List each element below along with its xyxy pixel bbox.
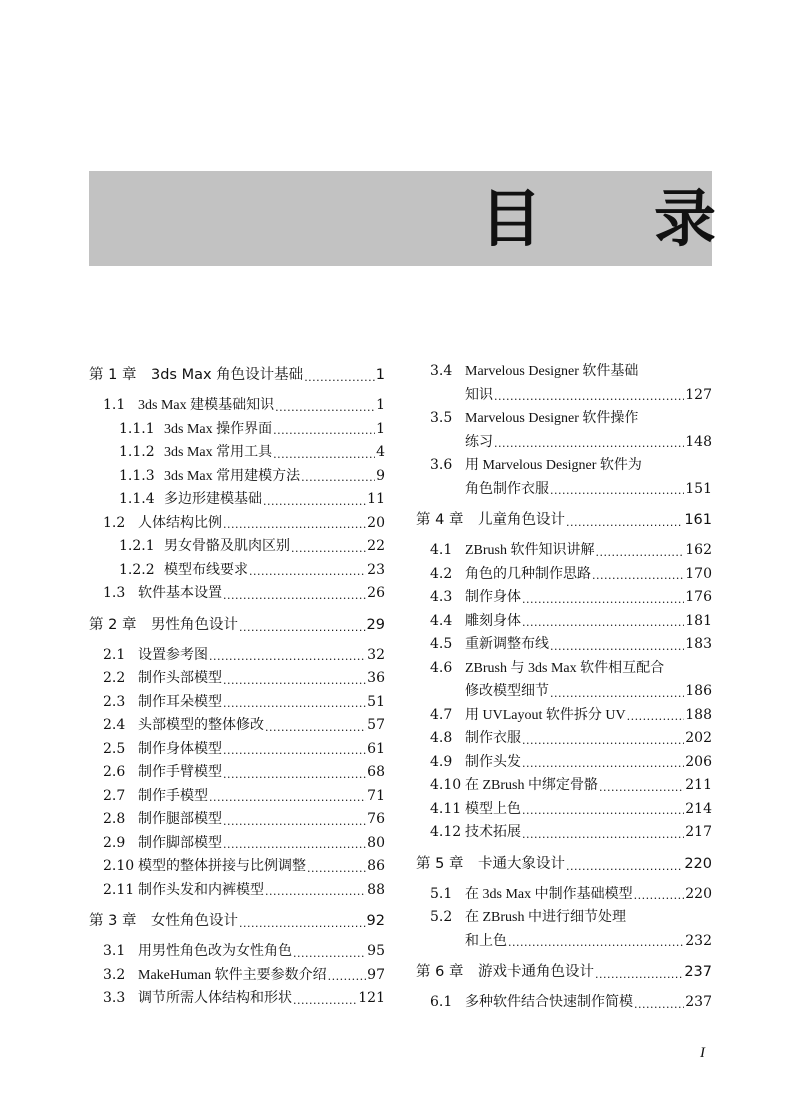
toc-section-entry[interactable] [89,667,385,691]
toc-dot-leader [223,515,366,535]
toc-dot-leader [592,566,684,586]
toc-entry-page-number: 97 [367,966,385,983]
toc-dot-leader [293,991,357,1011]
toc-entry-page-number: 68 [367,764,385,780]
toc-entry-number: 1.1.1 [119,420,155,437]
toc-entry-title: 制作头发和内裤模型 [138,882,264,898]
toc-section-entry[interactable] [416,774,712,798]
toc-section-entry[interactable] [416,991,712,1015]
toc-entry-page-number: 4 [376,444,385,460]
toc-dot-leader [223,694,366,714]
toc-section-entry[interactable] [416,610,712,634]
toc-entry-number: 3.1 [103,943,126,959]
toc-entry-title: 重新调整布线 [465,637,549,652]
toc-entry-page-number: 76 [367,811,385,827]
toc-chapter-entry[interactable] [89,363,385,388]
toc-entry-number: 第 6 章 [416,964,464,980]
toc-dot-leader [223,812,366,832]
toc-entry-number: 2.8 [103,811,126,827]
toc-dot-leader [223,586,366,606]
contents-title-char-1: 目 [480,182,543,255]
toc-dot-leader [566,857,683,877]
toc-entry-number: 2.3 [103,693,126,710]
toc-entry-number: 第 4 章 [416,512,464,528]
toc-entry-page-number: 121 [358,990,385,1006]
toc-entry-title: 制作手臂模型 [138,765,222,780]
toc-dot-leader [239,914,366,934]
toc-entry-number: 1.1 [103,397,126,413]
toc-section-entry[interactable] [89,691,385,715]
toc-entry-number: 4.4 [430,612,453,629]
toc-section-entry[interactable] [416,821,712,845]
toc-entry-title: 修改模型细节 [465,684,549,699]
toc-section-entry[interactable] [416,563,712,587]
toc-entry-title: 技术拓展 [465,825,521,840]
toc-section-entry[interactable] [416,407,712,431]
toc-entry-page-number: 86 [367,858,385,874]
toc-entry-page-number: 237 [684,964,712,980]
toc-entry-number: 2.5 [103,740,126,757]
toc-entry-page-number: 202 [685,730,712,746]
toc-dot-leader [223,671,366,691]
toc-dot-leader [522,613,684,633]
toc-entry-page-number: 237 [685,994,712,1010]
toc-subsection-entry[interactable] [89,535,385,559]
toc-section-entry[interactable] [416,727,712,751]
toc-entry-title: 制作手模型 [138,788,208,804]
toc-chapter-entry[interactable] [416,508,712,533]
toc-dot-leader [494,434,684,454]
toc-column-left [89,360,385,1011]
toc-entry-continuation[interactable] [416,478,712,502]
toc-section-entry[interactable] [89,582,385,606]
toc-entry-title: Marvelous Designer 软件基础 [465,364,639,379]
toc-dot-leader [550,684,684,704]
toc-dot-leader [209,647,366,667]
toc-entry-page-number: 11 [367,491,385,507]
toc-entry-page-number: 127 [685,386,712,403]
toc-entry-page-number: 61 [367,740,385,757]
toc-entry-title: 练习 [465,434,493,450]
toc-dot-leader [328,967,367,987]
toc-dot-leader [522,590,684,610]
toc-dot-leader [265,882,366,902]
toc-entry-number: 4.8 [430,730,453,746]
toc-subsection-entry[interactable] [89,441,385,465]
toc-entry-number: 4.6 [430,659,453,676]
toc-section-entry[interactable] [416,798,712,822]
toc-section-entry[interactable] [89,832,385,856]
toc-entry-page-number: 51 [367,693,385,710]
toc-dot-leader [522,754,684,774]
toc-dot-leader [249,562,366,582]
toc-entry-number: 3.6 [430,457,453,473]
toc-entry-title: 用 Marvelous Designer 软件为 [465,458,642,473]
toc-entry-title: 制作身体模型 [138,741,222,757]
toc-subsection-entry[interactable] [89,418,385,442]
toc-entry-page-number: 71 [367,787,385,804]
toc-dot-leader [522,731,684,751]
toc-dot-leader [627,707,685,727]
toc-entry-title: 模型布线要求 [164,562,248,578]
toc-entry-title: 雕刻身体 [465,613,521,629]
toc-entry-number: 2.6 [103,764,126,780]
toc-entry-number: 1.1.4 [119,491,155,507]
toc-entry-page-number: 188 [685,706,712,723]
toc-entry-title: 多种软件结合快速制作简模 [465,995,633,1010]
toc-entry-page-number: 183 [685,636,712,652]
toc-entry-page-number: 95 [367,943,385,959]
toc-subsection-entry[interactable] [89,488,385,512]
toc-section-entry[interactable] [416,586,712,610]
toc-entry-title: 男女骨骼及肌肉区别 [164,539,290,554]
toc-entry-page-number: 36 [367,670,385,686]
toc-section-entry[interactable] [416,657,712,681]
toc-entry-page-number: 220 [685,885,712,902]
toc-entry-title: 模型的整体拼接与比例调整 [138,859,306,874]
toc-entry-number: 第 3 章 [89,913,137,929]
toc-entry-title: 女性角色设计 [151,913,238,929]
toc-entry-title: ZBrush 与 3ds Max 软件相互配合 [465,660,665,676]
toc-section-entry[interactable] [89,987,385,1011]
toc-entry-page-number: 1 [376,397,385,413]
toc-entry-title: 制作头发 [465,754,521,770]
toc-chapter-entry[interactable] [89,613,385,638]
toc-section-entry[interactable] [89,738,385,762]
toc-entry-number: 2.9 [103,834,126,851]
toc-entry-number: 1.2 [103,514,126,531]
toc-entry-page-number: 162 [685,542,712,558]
toc-section-entry[interactable] [89,964,385,988]
toc-entry-number: 4.7 [430,706,453,723]
toc-dot-leader [599,778,684,798]
toc-dot-leader [307,859,366,879]
toc-entry-page-number: 176 [685,589,712,605]
toc-entry-page-number: 29 [366,616,385,633]
toc-entry-number: 4.10 [430,777,462,793]
toc-entry-title: 人体结构比例 [138,515,222,531]
toc-entry-number: 4.5 [430,636,453,652]
toc-entry-number: 1.3 [103,585,126,601]
toc-entry-page-number: 170 [685,565,712,582]
toc-entry-title: 多边形建模基础 [164,492,262,507]
toc-entry-number: 4.11 [430,800,462,817]
toc-dot-leader [550,481,684,501]
toc-section-entry[interactable] [416,906,712,930]
toc-entry-title: MakeHuman 软件主要参数介绍 [138,967,327,983]
toc-entry-page-number: 211 [685,777,712,793]
toc-dot-leader [273,421,375,441]
toc-entry-title: 调节所需人体结构和形状 [138,991,292,1006]
toc-entry-title: 用男性角色改为女性角色 [138,944,292,959]
toc-section-entry[interactable] [89,785,385,809]
toc-entry-number: 4.12 [430,824,462,840]
toc-entry-title: ZBrush 软件知识讲解 [465,543,595,558]
toc-column-right [416,360,712,1015]
toc-dot-leader [275,398,375,418]
toc-entry-title: 知识 [465,387,493,403]
toc-entry-title: 角色制作衣服 [465,481,549,497]
toc-entry-number: 1.1.2 [119,444,155,460]
toc-entry-page-number: 151 [685,480,712,497]
toc-section-entry[interactable] [416,704,712,728]
toc-entry-number: 2.10 [103,858,135,874]
toc-entry-number: 2.7 [103,787,126,804]
toc-entry-page-number: 217 [685,824,712,840]
toc-dot-leader [223,765,366,785]
toc-entry-continuation[interactable] [416,431,712,455]
toc-entry-page-number: 92 [366,913,385,929]
toc-entry-title: 设置参考图 [138,647,208,663]
toc-section-entry[interactable] [89,512,385,536]
toc-entry-title: 角色的几种制作思路 [465,566,591,582]
toc-entry-number: 1.2.2 [119,561,155,578]
toc-entry-number: 6.1 [430,994,453,1010]
toc-entry-page-number: 220 [684,855,712,872]
toc-dot-leader [209,788,366,808]
toc-dot-leader [304,368,375,388]
toc-entry-page-number: 57 [367,717,385,733]
toc-entry-number: 4.2 [430,565,453,582]
toc-entry-title: 制作腿部模型 [138,812,222,827]
page-folio: I [700,1045,705,1061]
toc-subsection-entry[interactable] [89,559,385,583]
toc-entry-title: 游戏卡通角色设计 [478,964,594,980]
toc-entry-title: 在 ZBrush 中绑定骨骼 [465,778,598,793]
toc-entry-title: 用 UVLayout 软件拆分 UV [465,707,626,723]
toc-dot-leader [566,513,683,533]
contents-banner [89,171,717,266]
toc-chapter-entry[interactable] [89,909,385,934]
toc-entry-number: 2.2 [103,670,126,686]
toc-entry-page-number: 206 [685,753,712,770]
toc-section-entry[interactable] [416,751,712,775]
toc-entry-page-number: 22 [367,538,385,554]
toc-entry-title: 制作耳朵模型 [138,694,222,710]
toc-section-entry[interactable] [416,633,712,657]
toc-dot-leader [293,944,366,964]
toc-entry-number: 2.11 [103,881,135,898]
toc-entry-page-number: 232 [685,932,712,949]
toc-entry-page-number: 20 [367,514,385,531]
toc-dot-leader [239,618,366,638]
toc-entry-number: 4.1 [430,542,453,558]
toc-section-entry[interactable] [89,644,385,668]
toc-entry-title: 制作衣服 [465,731,521,746]
toc-dot-leader [494,387,684,407]
toc-entry-title: 在 3ds Max 中制作基础模型 [465,886,633,902]
toc-entry-number: 4.9 [430,753,453,770]
toc-entry-number: 2.4 [103,717,126,733]
toc-section-entry[interactable] [89,940,385,964]
toc-dot-leader [265,718,366,738]
toc-section-entry[interactable] [416,883,712,907]
contents-title [89,182,717,255]
toc-entry-continuation[interactable] [416,930,712,954]
toc-dot-leader [301,468,375,488]
toc-entry-title: 3ds Max 角色设计基础 [151,367,304,383]
toc-section-entry[interactable] [89,394,385,418]
toc-dot-leader [223,835,366,855]
toc-entry-page-number: 186 [685,683,712,699]
toc-entry-title: 模型上色 [465,801,521,817]
toc-chapter-entry[interactable] [416,960,712,985]
toc-subsection-entry[interactable] [89,465,385,489]
toc-entry-number: 5.1 [430,885,453,902]
toc-entry-title: 和上色 [465,933,507,949]
toc-dot-leader [508,933,684,953]
toc-section-entry[interactable] [416,454,712,478]
toc-chapter-entry[interactable] [416,852,712,877]
toc-entry-title: 软件基本设置 [138,586,222,601]
toc-section-entry[interactable] [416,539,712,563]
toc-entry-number: 3.2 [103,966,126,983]
toc-dot-leader [596,543,685,563]
toc-dot-leader [291,539,366,559]
toc-entry-title: 制作头部模型 [138,671,222,686]
toc-section-entry[interactable] [89,879,385,903]
toc-entry-number: 3.5 [430,410,453,426]
toc-entry-title: 3ds Max 常用建模方法 [164,468,301,484]
toc-entry-title: 3ds Max 操作界面 [164,421,273,437]
toc-entry-title: 头部模型的整体修改 [138,718,264,733]
toc-entry-page-number: 80 [367,834,385,851]
toc-dot-leader [273,445,375,465]
toc-entry-title: 在 ZBrush 中进行细节处理 [465,910,626,925]
contents-title-char-2: 录 [654,182,717,255]
toc-section-entry[interactable] [89,855,385,879]
toc-entry-page-number: 161 [684,512,712,528]
toc-entry-number: 第 1 章 [89,367,137,383]
toc-entry-title: 制作脚部模型 [138,835,222,851]
toc-entry-number: 5.2 [430,909,453,925]
toc-entry-page-number: 148 [685,433,712,450]
toc-entry-number: 4.3 [430,589,453,605]
toc-dot-leader [263,492,366,512]
toc-dot-leader [634,995,684,1015]
toc-entry-page-number: 181 [685,612,712,629]
toc-entry-title: 卡通大象设计 [478,855,565,872]
toc-entry-page-number: 23 [367,561,385,578]
toc-entry-number: 2.1 [103,646,126,663]
toc-entry-number: 3.3 [103,990,126,1006]
toc-entry-page-number: 26 [367,585,385,601]
toc-entry-number: 1.2.1 [119,538,155,554]
toc-entry-page-number: 88 [367,881,385,898]
toc-dot-leader [223,741,366,761]
toc-entry-number: 3.4 [430,363,453,379]
toc-entry-title: 3ds Max 常用工具 [164,445,273,460]
toc-entry-continuation[interactable] [416,384,712,408]
toc-entry-continuation[interactable] [416,680,712,704]
toc-section-entry[interactable] [89,714,385,738]
toc-entry-title: Marvelous Designer 软件操作 [465,411,639,426]
toc-dot-leader [522,825,684,845]
toc-section-entry[interactable] [89,761,385,785]
toc-section-entry[interactable] [416,360,712,384]
toc-entry-number: 1.1.3 [119,467,155,484]
toc-entry-title: 男性角色设计 [151,616,238,633]
toc-entry-number: 第 2 章 [89,616,137,633]
toc-dot-leader [550,637,684,657]
toc-entry-page-number: 1 [375,367,385,383]
toc-entry-page-number: 32 [367,646,385,663]
toc-entry-title: 3ds Max 建模基础知识 [138,398,275,413]
toc-entry-page-number: 214 [685,800,712,817]
toc-dot-leader [595,965,683,985]
toc-section-entry[interactable] [89,808,385,832]
toc-entry-page-number: 1 [376,420,385,437]
toc-entry-title: 儿童角色设计 [478,512,565,528]
toc-entry-page-number: 9 [376,467,385,484]
toc-entry-number: 第 5 章 [416,855,464,872]
toc-dot-leader [522,801,684,821]
toc-entry-title: 制作身体 [465,590,521,605]
toc-dot-leader [634,886,685,906]
